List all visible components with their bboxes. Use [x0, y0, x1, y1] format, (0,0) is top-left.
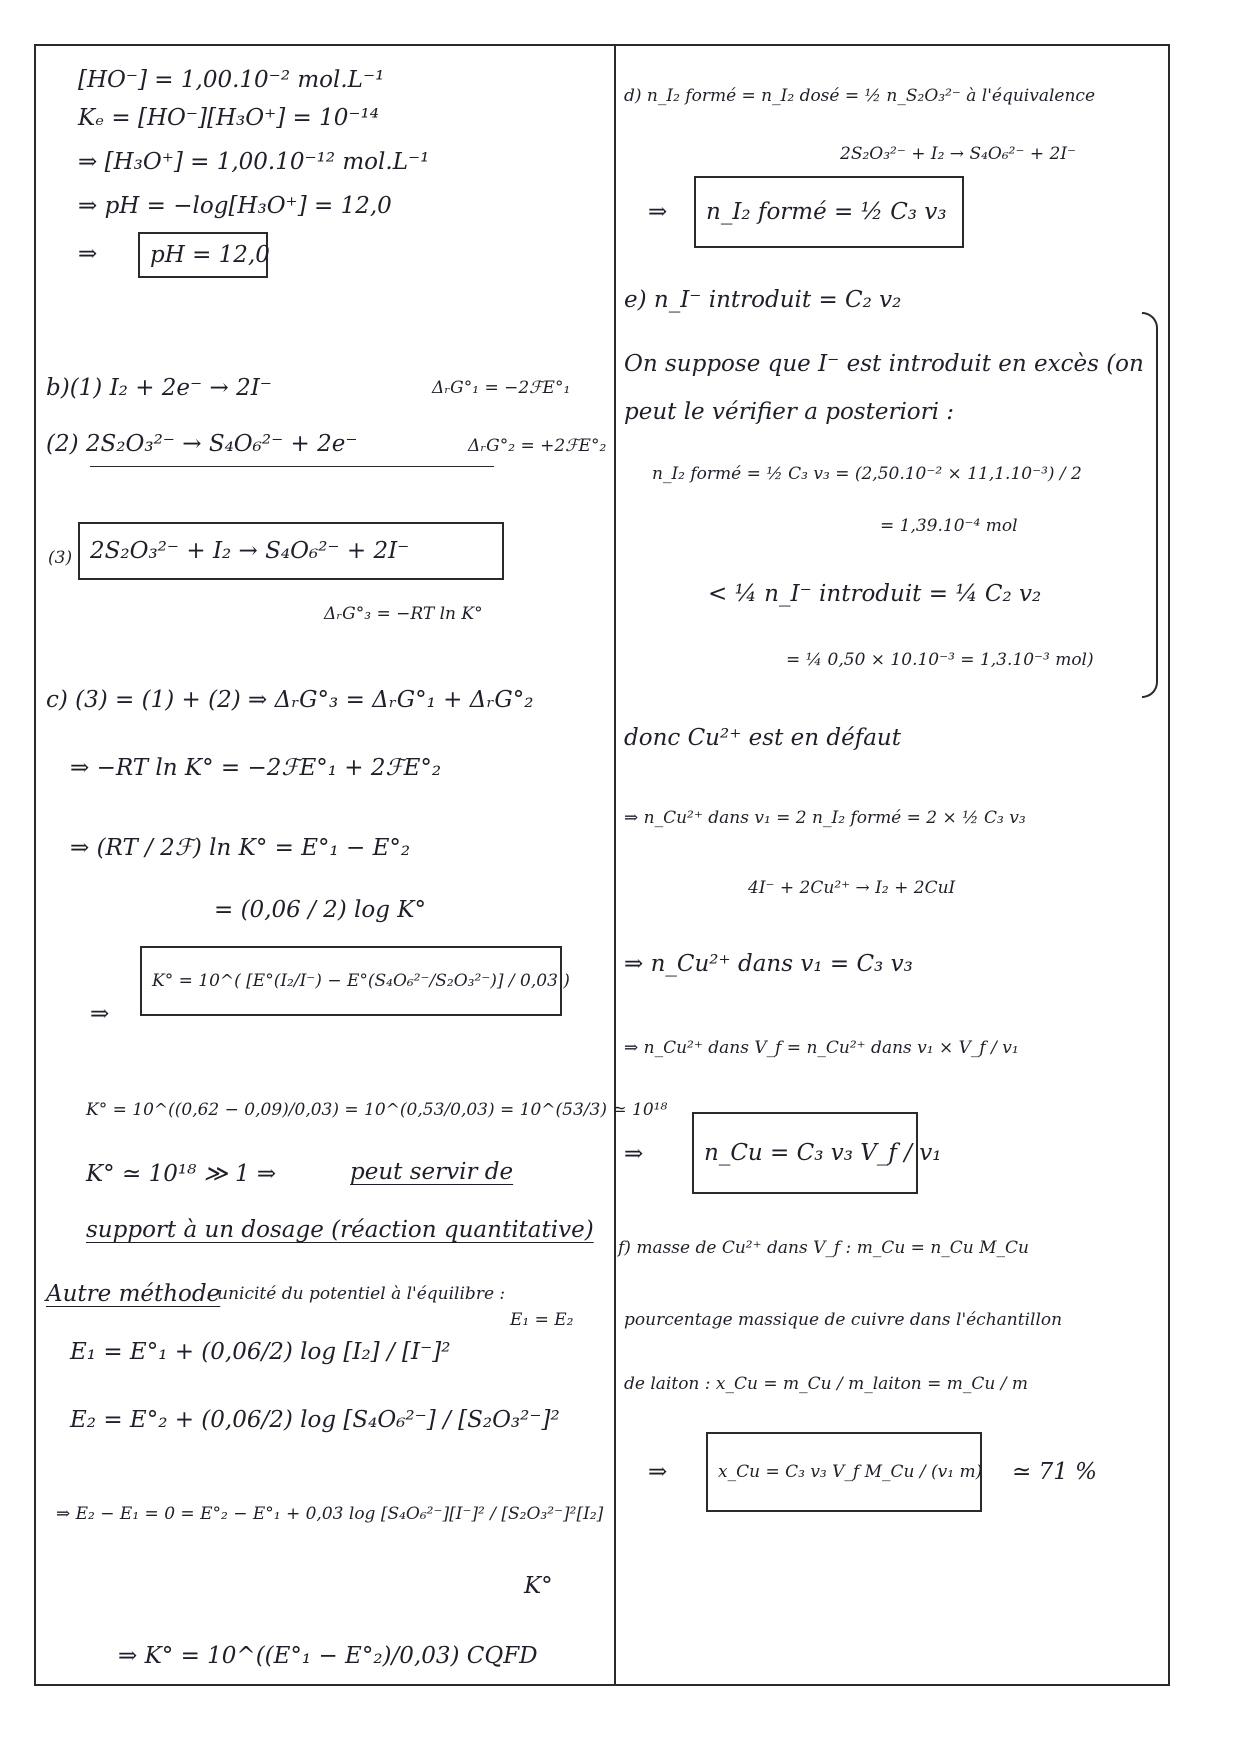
arrow-i2-box: ⇒	[648, 199, 668, 225]
quarter-iodide-value: = ¼ 0,50 × 10.10⁻³ = 1,3.10⁻³ mol)	[786, 650, 1094, 670]
n-cu-v1-simplified: ⇒ n_Cu²⁺ dans v₁ = C₃ v₃	[624, 951, 913, 977]
sum-rule	[90, 466, 494, 467]
rt-over-2f: ⇒ (RT / 2ℱ) ln K° = E°₁ − E°₂	[70, 835, 411, 861]
e2-minus-e1: ⇒ E₂ − E₁ = 0 = E°₂ − E°₁ + 0,03 log [S₄O₆²⁻][I⁻]² / [S₂O₃²⁻]²[I₂]	[56, 1504, 604, 1524]
n-cu-box: n_Cu = C₃ v₃ V_f / v₁	[692, 1112, 918, 1194]
half-equation-2: (2) 2S₂O₃²⁻ → S₄O₆²⁻ + 2e⁻	[46, 431, 358, 457]
arrow-ph: ⇒	[78, 241, 98, 267]
x-cu-box: x_Cu = C₃ v₃ V_f M_Cu / (v₁ m)	[706, 1432, 982, 1512]
iodide-introduced: e) n_I⁻ introduit = C₂ v₂	[624, 287, 902, 313]
arrow-k-box: ⇒	[90, 1001, 110, 1027]
k-much-greater: K° ≃ 10¹⁸ ≫ 1 ⇒	[86, 1161, 277, 1187]
arrow-ncu-box: ⇒	[624, 1141, 644, 1167]
result-percentage: ≃ 71 %	[1012, 1459, 1098, 1485]
delta-g-2: ΔᵣG°₂ = +2ℱE°₂	[468, 436, 607, 456]
h3o-concentration: ⇒ [H₃O⁺] = 1,00.10⁻¹² mol.L⁻¹	[78, 149, 430, 175]
potential-uniqueness: : unicité du potentiel à l'équilibre :	[206, 1284, 506, 1304]
i2-formed-value: = 1,39.10⁻⁴ mol	[880, 516, 1018, 536]
ke-equation: Kₑ = [HO⁻][H₃O⁺] = 10⁻¹⁴	[78, 105, 379, 131]
i2-formed-box: n_I₂ formé = ½ C₃ v₃	[694, 176, 964, 248]
ho-concentration: [HO⁻] = 1,00.10⁻² mol.L⁻¹	[78, 67, 385, 93]
overall-reaction-box: 2S₂O₃²⁻ + I₂ → S₄O₆²⁻ + 2I⁻	[78, 522, 504, 580]
left-column	[34, 44, 668, 1686]
support-titration: support à un dosage (réaction quantitative)	[86, 1217, 594, 1243]
k-brace-label: K°	[524, 1573, 553, 1599]
excess-assumption: On suppose que I⁻ est introduit en excès (on	[624, 351, 1144, 377]
ph-calculation: ⇒ pH = −log[H₃O⁺] = 12,0	[78, 193, 392, 219]
mass-percentage: pourcentage massique de cuivre dans l'échantillon	[624, 1310, 1063, 1330]
arrow-xcu-box: ⇒	[648, 1459, 668, 1485]
n-cu-vf: ⇒ n_Cu²⁺ dans V_f = n_Cu²⁺ dans v₁ × V_f / v₁	[624, 1038, 1019, 1058]
rt-ln-k: ⇒ −RT ln K° = −2ℱE°₁ + 2ℱE°₂	[70, 755, 442, 781]
other-method-heading: Autre méthode	[46, 1281, 221, 1307]
verification-bracket	[1142, 312, 1158, 698]
usable-for-titration: peut servir de	[350, 1159, 514, 1185]
ph-result-box: pH = 12,0	[138, 232, 268, 278]
e1-equals-e2: E₁ = E₂	[510, 1310, 574, 1330]
e2-nernst: E₂ = E°₂ + (0,06/2) log [S₄O₆²⁻] / [S₂O₃²⁻]²	[70, 1407, 560, 1433]
mass-cu: f) masse de Cu²⁺ dans V_f : m_Cu = n_Cu M_Cu	[618, 1238, 1029, 1258]
log-k-form: = (0,06 / 2) log K°	[214, 897, 426, 923]
cu-iodide-reaction: 4I⁻ + 2Cu²⁺ → I₂ + 2CuI	[748, 878, 956, 898]
n-cu-v1: ⇒ n_Cu²⁺ dans v₁ = 2 n_I₂ formé = 2 × ½ C₃ v₃	[624, 808, 1026, 828]
equation-3-label: (3)	[48, 548, 73, 568]
k-expression-box: K° = 10^( [E°(I₂/I⁻) − E°(S₄O₆²⁻/S₂O₃²⁻)] / 0,03 )	[140, 946, 562, 1016]
verify-posteriori: peut le vérifier a posteriori :	[624, 399, 955, 425]
e1-nernst: E₁ = E°₁ + (0,06/2) log [I₂] / [I⁻]²	[70, 1339, 451, 1365]
hess-law: c) (3) = (1) + (2) ⇒ ΔᵣG°₃ = ΔᵣG°₁ + ΔᵣG°₂	[46, 687, 534, 713]
i2-formed-numeric: n_I₂ formé = ½ C₃ v₃ = (2,50.10⁻² × 11,1.10⁻³) / 2	[652, 464, 1082, 484]
brass-fraction: de laiton : x_Cu = m_Cu / m_laiton = m_Cu / m	[624, 1374, 1029, 1394]
cu-limiting: donc Cu²⁺ est en défaut	[624, 725, 901, 751]
right-column	[616, 44, 1170, 1686]
quarter-iodide: < ¼ n_I⁻ introduit = ¼ C₂ v₂	[708, 581, 1042, 607]
titration-reaction: 2S₂O₃²⁻ + I₂ → S₄O₆²⁻ + 2I⁻	[840, 144, 1077, 164]
k-numeric: K° = 10^((0,62 − 0,09)/0,03) = 10^(0,53/0,03) = 10^(53/3) ≃ 10¹⁸	[86, 1100, 668, 1120]
i2-formed-relation: d) n_I₂ formé = n_I₂ dosé = ½ n_S₂O₃²⁻ à l'équivalence	[624, 86, 1096, 106]
half-equation-1: b)(1) I₂ + 2e⁻ → 2I⁻	[46, 375, 272, 401]
delta-g-1: ΔᵣG°₁ = −2ℱE°₁	[432, 378, 571, 398]
k-final: ⇒ K° = 10^((E°₁ − E°₂)/0,03) CQFD	[118, 1643, 538, 1669]
delta-g-3: ΔᵣG°₃ = −RT ln K°	[324, 604, 483, 624]
